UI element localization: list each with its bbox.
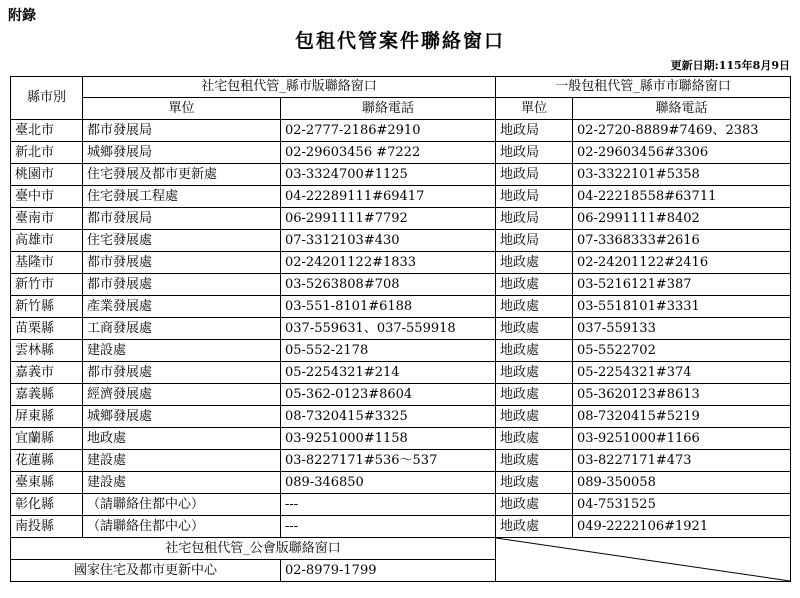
- general-phone-cell: 05-3620123#8613: [573, 384, 791, 406]
- general-unit-cell: 地政局: [496, 186, 573, 208]
- general-phone-cell: 089-350058: [573, 472, 791, 494]
- footer-unit: 國家住宅及都市更新中心: [11, 560, 281, 582]
- city-cell: 基隆市: [11, 252, 83, 274]
- header-general-unit: 單位: [496, 98, 573, 120]
- social-phone-cell: 05-2254321#214: [281, 362, 496, 384]
- city-cell: 嘉義縣: [11, 384, 83, 406]
- social-unit-cell: 住宅發展及都市更新處: [83, 164, 281, 186]
- header-general-phone: 聯絡電話: [573, 98, 791, 120]
- social-phone-cell: 06-2991111#7792: [281, 208, 496, 230]
- city-cell: 彰化縣: [11, 494, 83, 516]
- table-row: [11, 384, 791, 406]
- city-cell: 高雄市: [11, 230, 83, 252]
- general-unit-cell: 地政局: [496, 142, 573, 164]
- city-cell: 新竹市: [11, 274, 83, 296]
- city-cell: 南投縣: [11, 516, 83, 538]
- table-row: [11, 450, 791, 472]
- table-row: [11, 428, 791, 450]
- general-unit-cell: 地政局: [496, 120, 573, 142]
- header-social-phone: 聯絡電話: [281, 98, 496, 120]
- header-general-group: 一般包租代管_縣市市聯絡窗口: [496, 77, 791, 98]
- social-unit-cell: 建設處: [83, 340, 281, 362]
- city-cell: 臺北市: [11, 120, 83, 142]
- city-cell: 嘉義市: [11, 362, 83, 384]
- table-row: [11, 362, 791, 384]
- social-phone-cell: ---: [281, 516, 496, 538]
- social-unit-cell: 經濟發展處: [83, 384, 281, 406]
- social-phone-cell: 04-22289111#69417: [281, 186, 496, 208]
- general-phone-cell: 07-3368333#2616: [573, 230, 791, 252]
- general-phone-cell: 02-24201122#2416: [573, 252, 791, 274]
- footer-row-group: [11, 538, 791, 560]
- diagonal-line: [496, 538, 790, 581]
- general-phone-cell: 03-5518101#3331: [573, 296, 791, 318]
- page-title: 包租代管案件聯絡窗口: [294, 30, 505, 52]
- general-unit-cell: 地政處: [496, 406, 573, 428]
- city-cell: 雲林縣: [11, 340, 83, 362]
- social-unit-cell: 都市發展處: [83, 252, 281, 274]
- social-unit-cell: 都市發展處: [83, 274, 281, 296]
- table-row: [11, 252, 791, 274]
- social-unit-cell: 建設處: [83, 450, 281, 472]
- social-phone-cell: 037-559631、037-559918: [281, 318, 496, 340]
- city-cell: 花蓮縣: [11, 450, 83, 472]
- general-phone-cell: 04-7531525: [573, 494, 791, 516]
- city-cell: 桃園市: [11, 164, 83, 186]
- table-row: [11, 516, 791, 538]
- general-phone-cell: 02-2720-8889#7469、2383: [573, 120, 791, 142]
- general-phone-cell: 06-2991111#8402: [573, 208, 791, 230]
- general-unit-cell: 地政處: [496, 252, 573, 274]
- general-phone-cell: 037-559133: [573, 318, 791, 340]
- appendix-label: 附錄: [8, 8, 36, 24]
- social-unit-cell: 城鄉發展局: [83, 142, 281, 164]
- social-unit-cell: 住宅發展工程處: [83, 186, 281, 208]
- general-phone-cell: 05-2254321#374: [573, 362, 791, 384]
- table-row: [11, 318, 791, 340]
- social-unit-cell: 地政處: [83, 428, 281, 450]
- general-unit-cell: 地政處: [496, 340, 573, 362]
- social-phone-cell: 07-3312103#430: [281, 230, 496, 252]
- general-phone-cell: 03-9251000#1166: [573, 428, 791, 450]
- general-unit-cell: 地政處: [496, 296, 573, 318]
- footer-group-label: 社宅包租代管_公會版聯絡窗口: [11, 538, 496, 560]
- table-row: [11, 340, 791, 362]
- social-phone-cell: 03-551-8101#6188: [281, 296, 496, 318]
- social-unit-cell: 建設處: [83, 472, 281, 494]
- social-phone-cell: 03-5263808#708: [281, 274, 496, 296]
- table-row: [11, 274, 791, 296]
- city-cell: 臺中市: [11, 186, 83, 208]
- social-unit-cell: （請聯絡住都中心）: [83, 516, 281, 538]
- table-row: [11, 230, 791, 252]
- general-phone-cell: 03-8227171#473: [573, 450, 791, 472]
- social-unit-cell: 城鄉發展處: [83, 406, 281, 428]
- general-unit-cell: 地政處: [496, 318, 573, 340]
- header-row-groups: [11, 77, 791, 98]
- social-phone-cell: 03-8227171#536～537: [281, 450, 496, 472]
- city-cell: 新竹縣: [11, 296, 83, 318]
- table-row: [11, 208, 791, 230]
- city-cell: 苗栗縣: [11, 318, 83, 340]
- social-phone-cell: 03-9251000#1158: [281, 428, 496, 450]
- social-unit-cell: 產業發展處: [83, 296, 281, 318]
- social-unit-cell: 住宅發展處: [83, 230, 281, 252]
- social-phone-cell: 08-7320415#3325: [281, 406, 496, 428]
- table-row: [11, 472, 791, 494]
- general-unit-cell: 地政處: [496, 428, 573, 450]
- header-social-group: 社宅包租代管_縣市版聯絡窗口: [83, 77, 496, 98]
- city-cell: 臺東縣: [11, 472, 83, 494]
- social-phone-cell: 089-346850: [281, 472, 496, 494]
- table-row: [11, 296, 791, 318]
- social-unit-cell: 都市發展局: [83, 120, 281, 142]
- general-unit-cell: 地政處: [496, 384, 573, 406]
- social-unit-cell: 都市發展局: [83, 208, 281, 230]
- general-unit-cell: 地政局: [496, 230, 573, 252]
- general-phone-cell: 049-2222106#1921: [573, 516, 791, 538]
- general-unit-cell: 地政局: [496, 164, 573, 186]
- general-unit-cell: 地政局: [496, 208, 573, 230]
- footer-phone: 02-8979-1799: [281, 560, 496, 582]
- general-unit-cell: 地政處: [496, 516, 573, 538]
- general-unit-cell: 地政處: [496, 494, 573, 516]
- city-cell: 屏東縣: [11, 406, 83, 428]
- header-city: 縣市別: [11, 77, 83, 120]
- social-unit-cell: 都市發展處: [83, 362, 281, 384]
- table-row: [11, 120, 791, 142]
- general-phone-cell: 03-5216121#387: [573, 274, 791, 296]
- social-phone-cell: ---: [281, 494, 496, 516]
- city-cell: 新北市: [11, 142, 83, 164]
- general-phone-cell: 02-29603456#3306: [573, 142, 791, 164]
- social-phone-cell: 02-29603456 #7222: [281, 142, 496, 164]
- general-unit-cell: 地政處: [496, 274, 573, 296]
- city-cell: 臺南市: [11, 208, 83, 230]
- general-unit-cell: 地政處: [496, 472, 573, 494]
- social-phone-cell: 03-3324700#1125: [281, 164, 496, 186]
- social-phone-cell: 02-24201122#1833: [281, 252, 496, 274]
- social-phone-cell: 05-552-2178: [281, 340, 496, 362]
- general-phone-cell: 04-22218558#63711: [573, 186, 791, 208]
- social-phone-cell: 02-2777-2186#2910: [281, 120, 496, 142]
- contact-table: [10, 76, 791, 582]
- social-unit-cell: （請聯絡住都中心）: [83, 494, 281, 516]
- header-social-unit: 單位: [83, 98, 281, 120]
- social-unit-cell: 工商發展處: [83, 318, 281, 340]
- table-row: [11, 494, 791, 516]
- general-phone-cell: 08-7320415#5219: [573, 406, 791, 428]
- updated-date: 更新日期:115年8月9日: [670, 59, 790, 72]
- general-phone-cell: 03-3322101#5358: [573, 164, 791, 186]
- table-row: [11, 142, 791, 164]
- table-row: [11, 164, 791, 186]
- city-cell: 宜蘭縣: [11, 428, 83, 450]
- social-phone-cell: 05-362-0123#8604: [281, 384, 496, 406]
- general-unit-cell: 地政處: [496, 362, 573, 384]
- general-unit-cell: 地政處: [496, 450, 573, 472]
- general-phone-cell: 05-5522702: [573, 340, 791, 362]
- table-row: [11, 406, 791, 428]
- table-row: [11, 186, 791, 208]
- empty-diagonal-cell: [496, 538, 791, 582]
- header-row-columns: [11, 98, 791, 120]
